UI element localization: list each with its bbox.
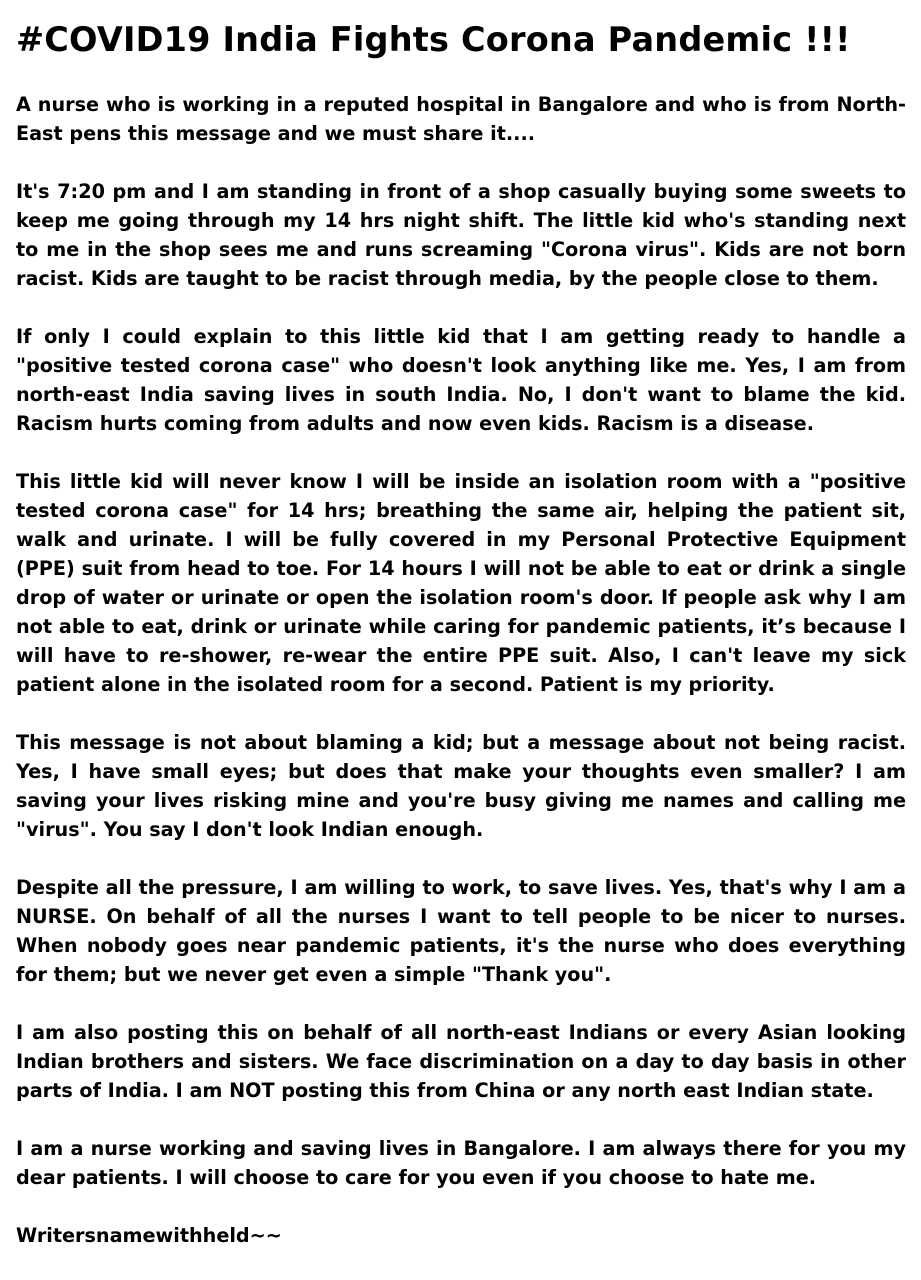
document-title: #COVID19 India Fights Corona Pandemic !!! [16,20,851,59]
paragraph-shop-incident: It's 7:20 pm and I am standing in front of a shop casually buying some sweets to keep me going through my 14 hrs night shift. The little kid who's standing next to me in the shop sees me and runs screaming "Corona virus". Kids are not born racist. Kids are taught to be racist through media, by the people close to them. [16,180,906,290]
paragraph-not-racist: This message is not about blaming a kid; but a message about not being racist. Yes, I have small eyes; but does that make your thoughts even smaller? I am saving your lives risking mine and you're busy giving me names and calling me "virus". You say I don't look Indian enough. [16,731,906,841]
paragraph-isolation-room: This little kid will never know I will be inside an isolation room with a "positive tested corona case" for 14 hrs; breathing the same air, helping the patient sit, walk and urinate. I will be fully covered in my Personal Protective Equipment (PPE) suit from head to toe. For 14 hours I will not be able to eat or drink a single drop of water or urinate or open the isolation room's door. If people ask why I am not able to eat, drink or urinate while caring for pandemic patients, it’s because I will have to re-shower, re-wear the entire PPE suit. Also, I can't leave my sick patient alone in the isolated room for a second. Patient is my priority. [16,470,906,696]
paragraph-closing: I am a nurse working and saving lives in Bangalore. I am always there for you my dear patients. I will choose to care for you even if you choose to hate me. [16,1137,906,1189]
document-page [16,14,906,1250]
paragraph-north-east: I am also posting this on behalf of all north-east Indians or every Asian looking Indian brothers and sisters. We face discrimination on a day to day basis in other parts of India. I am NOT posting this from China or any north east Indian state. [16,1021,906,1102]
signature: Writersnamewithheld~~ [16,1224,282,1247]
paragraph-intro: A nurse who is working in a reputed hospital in Bangalore and who is from North-East pens this message and we must share it.... [16,93,906,145]
paragraph-explain-kid: If only I could explain to this little kid that I am getting ready to handle a "positive tested corona case" who doesn't look anything like me. Yes, I am from north-east India saving lives in south India. No, I don't want to blame the kid. Racism hurts coming from adults and now even kids. Racism is a disease. [16,325,906,435]
paragraph-nurse-pressure: Despite all the pressure, I am willing to work, to save lives. Yes, that's why I am a NURSE. On behalf of all the nurses I want to tell people to be nicer to nurses. When nobody goes near pandemic patients, it's the nurse who does everything for them; but we never get even a simple "Thank you". [16,876,906,986]
